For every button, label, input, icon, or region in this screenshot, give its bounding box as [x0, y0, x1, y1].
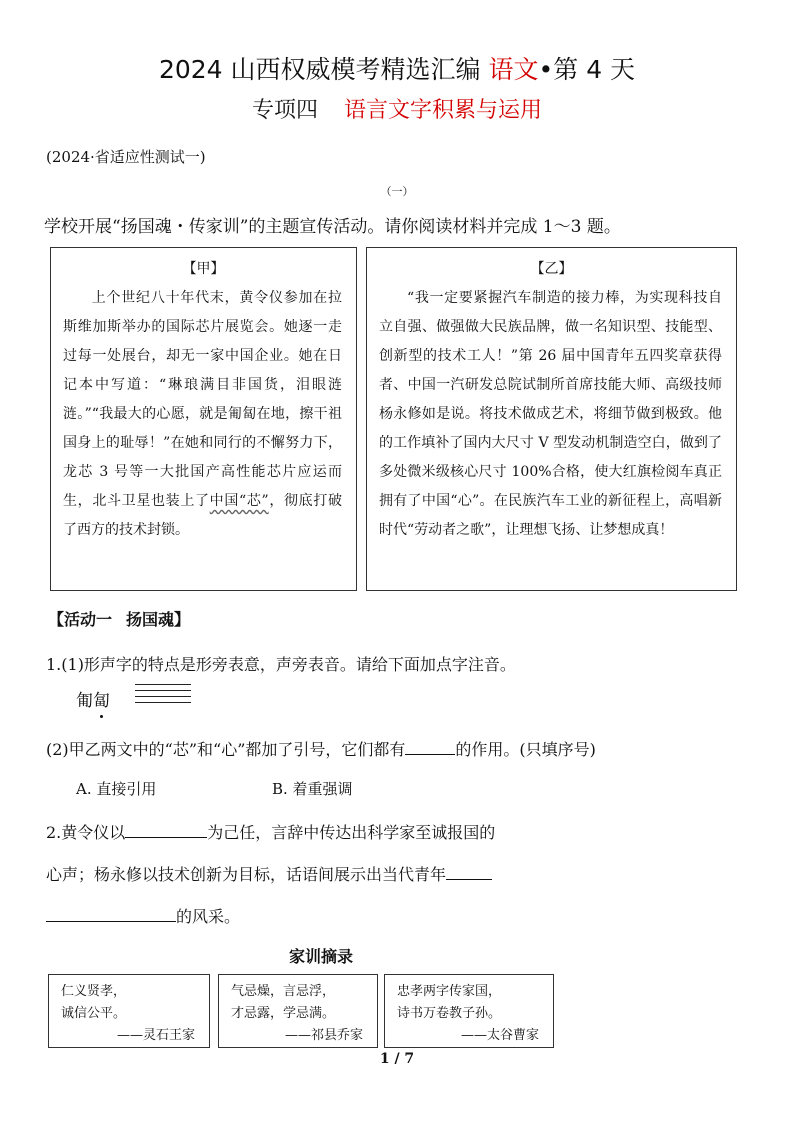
answer-blank-2[interactable]: [125, 821, 207, 838]
title-subject: 语文: [488, 55, 539, 84]
box-jia-heading: 【甲】: [182, 261, 225, 277]
question-1-part-1: 1.(1)形声字的特点是形旁表意，声旁表音。请给下面加点字注音。: [46, 655, 516, 674]
wavy-underlined-phrase: 中国“芯”: [209, 493, 269, 509]
title-day: •第 4 天: [538, 55, 636, 84]
subtitle-topic-name: 语言文字积累与运用: [344, 98, 543, 123]
motto-line: 忠孝两字传家国，: [397, 984, 502, 999]
box-yi-text-main: “我一定要紧握汽车制造的接力棒，为实现科技自立自强、做强做大民族品牌，做一名知识型、技能型、创新型的技术工人！”第 26 届中国青年五四奖章获得者、中国一汽研发总院试制所首席技能大师、高级技师杨永修如是说。将技术做成艺术，将细节做到极致。他的工作填补了国内大尺寸 V 型发动机制造空白，做到了多处微米级核心尺寸 100%合格，使大红旗检阅车真正拥有了中国“心”。在民族汽车工业的新征程上，高唱新时代“劳动者之歌”，让理想飞扬、让梦想成真！: [379, 290, 722, 538]
material-box-yi: [366, 247, 737, 591]
motto-line: 才忌露，学忌满。: [231, 1006, 336, 1021]
title-main: 2024 山西权威模考精选汇编: [158, 55, 489, 84]
question-2-text-4: 的风采。: [176, 907, 241, 926]
word-char-1: 匍: [76, 691, 93, 711]
material-box-jia: [50, 247, 357, 591]
box-yi-heading: 【乙】: [530, 261, 573, 277]
activity-one-name: 扬国魂】: [126, 610, 191, 629]
pinyin-target-word: [76, 686, 110, 711]
option-a: A. 直接引用: [76, 780, 157, 798]
question-1-part-2: [46, 737, 596, 760]
page-number: 1 / 7: [379, 1051, 415, 1067]
question-1-part-2-tail: 的作用。(只填序号): [455, 740, 596, 759]
box-jia-text-end: ，彻底打破了西方的技术封锁。: [63, 493, 342, 538]
family-motto-card: [218, 974, 378, 1048]
answer-blank-3a[interactable]: [446, 863, 492, 880]
question-2-line-2: [46, 862, 492, 885]
intro-text: 学校开展“扬国魂・传家训”的主题宣传活动。请你阅读材料并完成 1～3 题。: [44, 217, 621, 237]
family-motto-title: 家训摘录: [288, 947, 353, 966]
question-2-text-2: 为己任，言辞中传达出科学家至诚报国的: [207, 823, 496, 842]
box-jia-text: [51, 284, 356, 545]
motto-source: ——祁县乔家: [284, 1028, 363, 1043]
question-2-text-3: 心声；杨永修以技术创新为目标，话语间展示出当代青年: [46, 865, 447, 884]
family-motto-card: [384, 974, 554, 1048]
motto-line: 诚信公平。: [61, 1006, 127, 1021]
motto-line: 诗书万卷教子孙。: [397, 1006, 502, 1021]
question-2-text-1: 2.黄令仪以: [46, 823, 126, 842]
answer-blank-1[interactable]: [405, 738, 455, 755]
pinyin-writing-lines[interactable]: [135, 684, 191, 708]
option-b: B. 着重强调: [272, 780, 353, 798]
motto-line: 仁义贤孝，: [61, 984, 127, 999]
family-motto-card: [48, 974, 210, 1048]
motto-line: 气忌燥，言忌浮，: [231, 984, 336, 999]
answer-blank-3b[interactable]: [46, 905, 176, 922]
box-yi-text: [367, 284, 736, 545]
question-1-part-2-text: (2)甲乙两文中的“芯”和“心”都加了引号，它们都有: [46, 740, 406, 759]
dotted-char: 匐: [93, 691, 110, 711]
activity-one-label: 【活动一: [48, 610, 113, 629]
exam-source: (2024·省适应性测试一): [46, 148, 206, 166]
activity-one-heading: [48, 607, 190, 630]
page-subtitle: [0, 93, 794, 124]
section-number: （一）: [380, 185, 414, 198]
motto-source: ——灵石王家: [116, 1028, 195, 1043]
question-2-line-3: [46, 904, 240, 927]
motto-source: ——太谷曹家: [460, 1028, 539, 1043]
box-jia-text-main: 上个世纪八十年代末，黄令仪参加在拉斯维加斯举办的国际芯片展览会。她逐一走过每一处展台，却无一家中国企业。她在日记本中写道：“琳琅满目非国货，泪眼涟涟。”“我最大的心愿，就是匍匐在地，擦干祖国身上的耻辱！”在她和同行的不懈努力下，龙芯 3 号等一大批国产高性能芯片应运而生，北斗卫星也装上了: [63, 290, 342, 509]
question-2-line-1: [46, 820, 495, 843]
page-title: [0, 50, 794, 86]
subtitle-topic-number: 专项四: [251, 98, 318, 123]
